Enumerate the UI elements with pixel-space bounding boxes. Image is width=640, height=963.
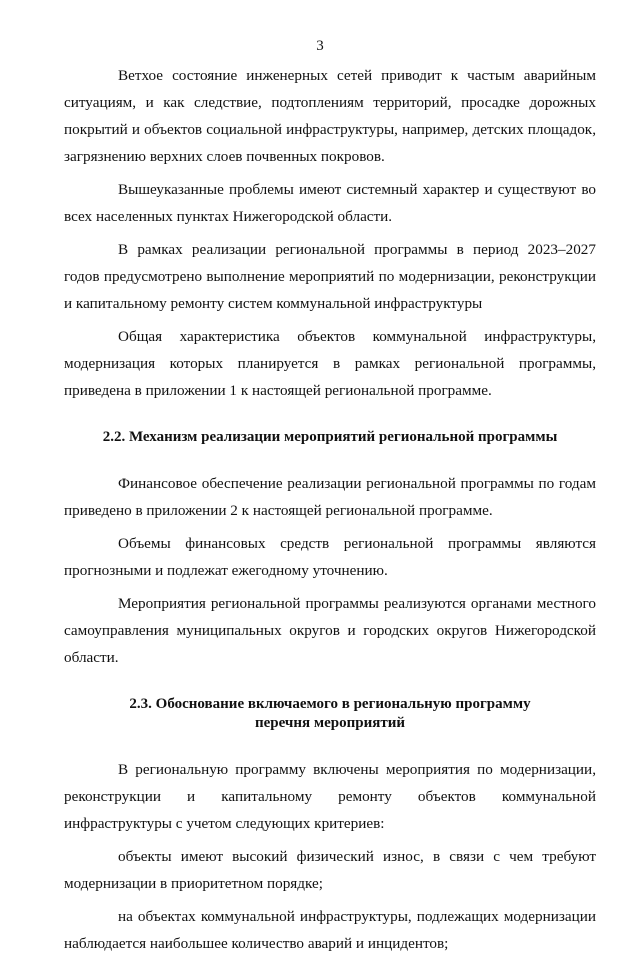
paragraph: Объемы финансовых средств региональной программы являются прогнозными и подлежат ежегодному уточнению.	[64, 535, 596, 579]
paragraph: Общая характеристика объектов коммунальной инфраструктуры, модернизация которых планируется в рамках региональной программы, приведена в приложении 1 к настоящей региональной программе.	[64, 328, 596, 399]
paragraph: В рамках реализации региональной программы в период 2023–2027 годов предусмотрено выполнение мероприятий по модернизации, реконструкции и капитальному ремонту систем коммунальной инфраструктуры	[64, 241, 596, 312]
document-body	[64, 62, 596, 963]
paragraph: Ветхое состояние инженерных сетей приводит к частым аварийным ситуациям, и как следствие, подтоплениям территорий, просадке дорожных покрытий и объектов социальной инфраструктуры, например, детских площадок, загрязнению верхних слоев почвенных покровов.	[64, 67, 596, 165]
heading-text-line-1: 2.3. Обоснование включаемого в региональную программу	[129, 696, 531, 712]
heading-text: 2.2. Механизм реализации мероприятий региональной программы	[102, 429, 558, 445]
heading-text-line-2: перечня мероприятий	[254, 715, 405, 731]
section-heading-2-2	[64, 428, 596, 447]
paragraph: Финансовое обеспечение реализации региональной программы по годам приведено в приложении 2 к настоящей региональной программе.	[64, 475, 596, 519]
paragraph: на объектах коммунальной инфраструктуры, подлежащих модернизации наблюдается наибольшее количество аварий и инцидентов;	[64, 908, 596, 952]
section-heading-2-3	[64, 695, 596, 733]
paragraph: Мероприятия региональной программы реализуются органами местного самоуправления муниципальных округов и городских округов Нижегородской области.	[64, 595, 596, 666]
page-number: 3	[316, 38, 324, 54]
paragraph: В региональную программу включены мероприятия по модернизации, реконструкции и капитальному ремонту объектов коммунальной инфраструктуры с учетом следующих критериев:	[64, 761, 596, 832]
paragraph: объекты имеют высокий физический износ, в связи с чем требуют модернизации в приоритетном порядке;	[64, 848, 596, 892]
paragraph: Вышеуказанные проблемы имеют системный характер и существуют во всех населенных пунктах Нижегородской области.	[64, 181, 596, 225]
